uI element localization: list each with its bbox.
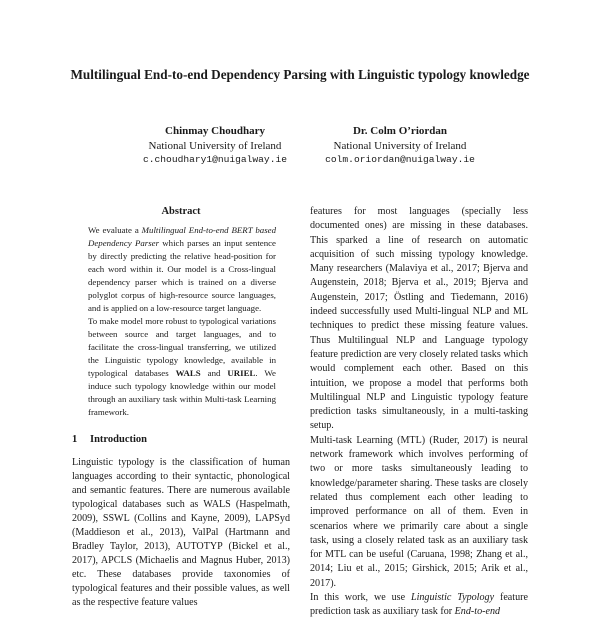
section-number: 1 [72,434,78,445]
abstract-text: We evaluate a [88,225,142,235]
introduction-paragraph: Linguistic typology is the classification of human languages according to their syntactic, phonological and semantic features. There are numerous available typological databases such as WALS (Haspelmath, 2009), SSWL (Collins and Kayne, 2009), LAPSyd (Maddieson et al., 2013), ValPal (Hartmann and Bradley Taylor, 2013), AUTOTYP (Bickel et al., 2017), APCLS (Michaelis and Magnus Huber, 2013) etc. These databases provide taxonomies of typological features and their possible values, as well as the respective feature values [72,457,290,608]
author-name: Dr. Colm O’riordan [352,125,447,137]
body-text: feature prediction task as auxiliary task for [310,592,528,618]
author-email: colm.oriordan@nuigalway.ie [325,154,475,165]
abstract-paragraph [88,224,276,315]
body-paragraph: Multi-task Learning (MTL) (Ruder, 2017) is neural network framework which involves performing of two or more tasks simultaneously leading to knowledge/parameter sharing. These tasks are closely related thus complement each other leading to improved performance on all of them. Even in scenarios where we primarily care about a single task, using a closely related task as an auxiliary task for MTL can be useful (Caruana, 1998; Zhang et al., 2014; Liu et al., 2015; Girshick, 2015; Arik et al., 2017). [310,434,528,589]
abstract-bold: URIEL [227,368,256,378]
abstract-body [88,224,276,419]
abstract-text: and [200,368,228,378]
left-column [72,205,290,610]
body-text: In this work, we use [310,592,411,604]
right-column [310,205,528,620]
abstract-text: To make model more robust to typological variations between source and target languages, and to facilitate the cross-lingual transferring, we utilized the Linguistic typology knowledge, available in typological databases [88,316,276,378]
section-title: Introduction [90,434,147,445]
author-block-2 [300,124,500,168]
body-paragraph: features for most languages (specially less documented ones) are missing in these databases. This sparked a line of research on automatic acquisition of such missing typology knowledge. Many researchers (Malaviya et al., 2017; Bjerva and Augenstein, 2018; Bjerva et al., 2019; Bjerva and Augenstein, 2017; Östling and Tiedemann, 2016) indeed successfully used Multi-lingual NLP and ML techniques to predict these missing feature values. Thus Multilingual NLP and Language typology feature prediction are very closely related tasks which would complement each other. Based on this intuition, we propose a model that performs both Multilingual NLP and Linguistic typology feature prediction tasks simultaneously, in a multi-tasking setup. [310,206,528,432]
author-block-1 [115,124,315,168]
abstract-bold: WALS [175,368,201,378]
body-paragraph [310,591,528,620]
body-emphasis: Linguistic Typology [410,592,495,604]
body-emphasis: End-to-end [454,606,501,618]
section-heading-introduction [72,433,290,447]
abstract-paragraph [88,315,276,419]
abstract-emphasis: Multilingual End-to-end BERT based Dependency Parser [88,225,276,248]
paper-title: Multilingual End-to-end Dependency Parsing with Linguistic typology knowledge [70,67,530,82]
author-email: c.choudhary1@nuigalway.ie [143,154,287,165]
introduction-body [72,456,290,610]
author-name: Chinmay Choudhary [165,125,265,137]
abstract-text: . We induce such typology knowledge within our model through an auxiliary task within Multi-task Learning framework. [88,368,276,417]
abstract-text: which parses an input sentence by directly predicting the relative head-position for each word within it. Our model is a Cross-lingual dependency parser which is trained on a diverse polyglot corpus of high-resource source languages, and is applied on a low-resource target language. [88,238,276,313]
author-affiliation: National University of Ireland [333,139,467,152]
author-affiliation: National University of Ireland [148,139,282,152]
abstract-heading: Abstract [161,206,201,217]
